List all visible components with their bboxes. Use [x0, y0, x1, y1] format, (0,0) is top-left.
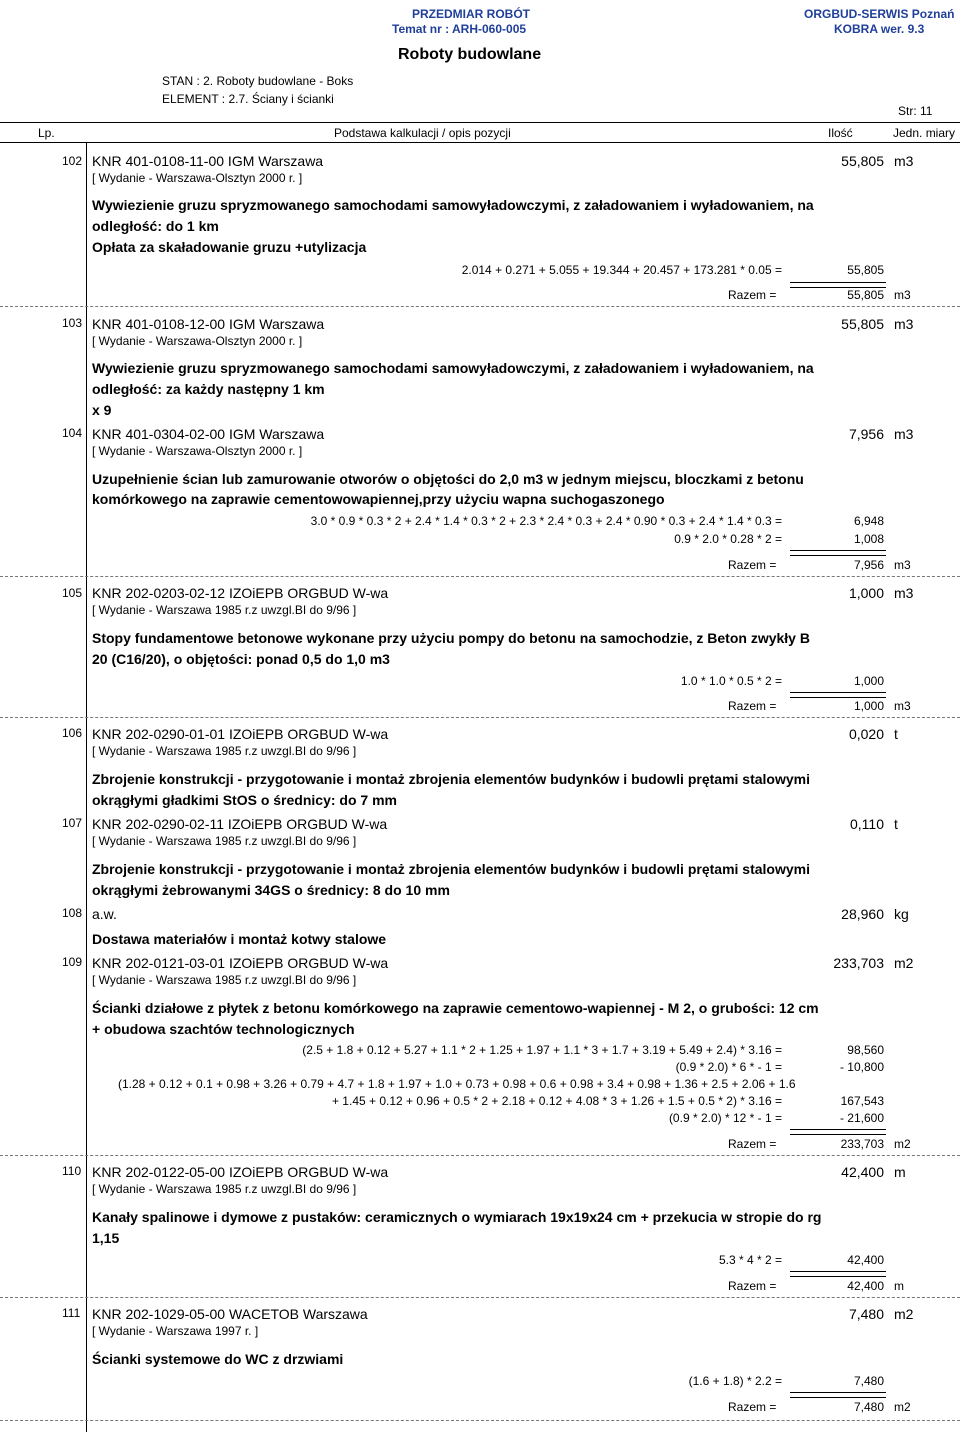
- item-desc-line: Stopy fundamentowe betonowe wykonane przy użyciu pompy do betonu na samochodzie, z Beton zwykły B: [92, 630, 810, 646]
- item-unit: m: [894, 1164, 906, 1180]
- item-qty: 28,960: [841, 906, 884, 922]
- razem-label: Razem =: [728, 558, 777, 572]
- header-bottom-rule: [0, 142, 960, 143]
- item-qty: 7,956: [848, 426, 884, 442]
- item-code: KNR 202-0203-02-12 IZOiEPB ORGBUD W-wa: [92, 585, 389, 601]
- item-unit: m2: [894, 955, 914, 971]
- item-unit: m3: [894, 585, 914, 601]
- column-divider: [86, 142, 87, 1432]
- item-separator: [0, 1420, 960, 1421]
- item-qty: 0,110: [850, 816, 884, 832]
- col-basis: Podstawa kalkulacji / opis pozycji: [334, 126, 511, 140]
- document-title: PRZEDMIAR ROBÓT: [412, 7, 530, 21]
- item-desc-line: x 9: [92, 402, 112, 418]
- item-qty: 55,805: [841, 153, 884, 169]
- item-separator: [0, 1155, 960, 1156]
- razem-label: Razem =: [728, 699, 777, 713]
- calc-value: 6,948: [853, 514, 884, 528]
- item-code: KNR 202-0121-03-01 IZOiEPB ORGBUD W-wa: [92, 955, 389, 971]
- item-desc-line: 1,15: [92, 1230, 120, 1246]
- razem-value: 42,400: [847, 1279, 884, 1293]
- item-unit: m3: [894, 316, 914, 332]
- razem-label: Razem =: [728, 1279, 777, 1293]
- header-top-rule: [0, 122, 960, 123]
- item-qty: 233,703: [833, 955, 884, 971]
- item-code: a.w.: [92, 906, 117, 922]
- item-qty: 55,805: [841, 316, 884, 332]
- item-code: KNR 401-0304-02-00 IGM Warszawa: [92, 426, 325, 442]
- col-lp: Lp.: [38, 126, 55, 140]
- razem-label: Razem =: [728, 1137, 777, 1151]
- item-qty: 1,000: [848, 585, 884, 601]
- calc-expression: 0.9 * 2.0 * 0.28 * 2 =: [674, 532, 782, 546]
- item-desc-line: 20 (C16/20), o objętości: ponad 0,5 do 1,0 m3: [92, 651, 390, 667]
- section-title: Roboty budowlane: [398, 46, 542, 63]
- calc-value: - 10,800: [839, 1060, 884, 1074]
- calc-expression: 2.014 + 0.271 + 5.055 + 19.344 + 20.457 + 173.281 * 0.05 =: [461, 263, 782, 277]
- item-code: KNR 202-0122-05-00 IZOiEPB ORGBUD W-wa: [92, 1164, 389, 1180]
- item-lp: 105: [62, 586, 83, 600]
- stan-label: STAN : 2. Roboty budowlane - Boks: [162, 74, 354, 88]
- item-desc-line: Ścianki działowe z płytek z betonu komórkowego na zaprawie cementowo-wapiennej - M 2, o grubości: 12 cm: [92, 1000, 819, 1016]
- company-name: ORGBUD-SERWIS Poznań: [804, 7, 955, 21]
- item-unit: t: [894, 816, 898, 832]
- calc-expression: (1.28 + 0.12 + 0.1 + 0.98 + 3.26 + 0.79 + 4.7 + 1.8 + 1.97 + 1.0 + 0.73 + 0.98 + 0.6 + 0.98 + 3.4 + 0.98 + 1.36 + 2.5 + 2.06 + 1.6: [118, 1077, 796, 1091]
- item-desc-line: Opłata za skaładowanie gruzu +utylizacja: [92, 239, 367, 255]
- razem-unit: m2: [894, 1400, 911, 1414]
- item-code: KNR 202-1029-05-00 WACETOB Warszawa: [92, 1306, 368, 1322]
- razem-unit: m3: [894, 288, 911, 302]
- calc-value: 98,560: [847, 1043, 884, 1057]
- item-separator: [0, 576, 960, 577]
- item-lp: 103: [62, 316, 83, 330]
- item-unit: m2: [894, 1306, 914, 1322]
- item-separator: [0, 306, 960, 307]
- topic-number: Temat nr : ARH-060-005: [392, 22, 527, 36]
- item-unit: m3: [894, 153, 914, 169]
- item-edition: [ Wydanie - Warszawa 1985 r.z uwzgl.BI do 9/96 ]: [92, 834, 357, 848]
- calc-expression: (0.9 * 2.0) * 12 * - 1 =: [668, 1111, 782, 1125]
- razem-value: 233,703: [840, 1137, 884, 1151]
- calc-value: - 21,600: [839, 1111, 884, 1125]
- element-label: ELEMENT : 2.7. Ściany i ścianki: [162, 92, 334, 106]
- calc-value: 7,480: [853, 1374, 884, 1388]
- item-lp: 107: [62, 816, 83, 830]
- razem-value: 55,805: [847, 288, 884, 302]
- item-edition: [ Wydanie - Warszawa 1985 r.z uwzgl.BI do 9/96 ]: [92, 603, 357, 617]
- calc-value: 1,008: [853, 532, 884, 546]
- item-desc-line: Uzupełnienie ścian lub zamurowanie otworów o objętości do 2,0 m3 w jednym miejscu, bloczkami z betonu: [92, 471, 804, 487]
- item-edition: [ Wydanie - Warszawa-Olsztyn 2000 r. ]: [92, 444, 303, 458]
- item-lp: 104: [62, 426, 83, 440]
- sum-rule: [790, 550, 886, 556]
- calc-expression: 3.0 * 0.9 * 0.3 * 2 + 2.4 * 1.4 * 0.3 * 2 + 2.3 * 2.4 * 0.3 + 2.4 * 0.90 * 0.3 + 2.4 * 1.4 * 0.3 =: [310, 514, 782, 528]
- item-desc-line: Zbrojenie konstrukcji - przygotowanie i montaż zbrojenia elementów budynków i budowli prętami stalowymi: [92, 861, 810, 877]
- item-desc-line: okrągłymi gładkimi StOS o średnicy: do 7 mm: [92, 792, 397, 808]
- item-desc-line: Zbrojenie konstrukcji - przygotowanie i montaż zbrojenia elementów budynków i budowli prętami stalowymi: [92, 771, 810, 787]
- razem-value: 7,480: [853, 1400, 884, 1414]
- item-lp: 110: [62, 1164, 82, 1178]
- item-qty: 7,480: [848, 1306, 884, 1322]
- calc-expression: 1.0 * 1.0 * 0.5 * 2 =: [680, 674, 782, 688]
- item-lp: 106: [62, 726, 83, 740]
- item-edition: [ Wydanie - Warszawa-Olsztyn 2000 r. ]: [92, 171, 303, 185]
- item-lp: 108: [62, 906, 83, 920]
- calc-expression: (0.9 * 2.0) * 6 * - 1 =: [675, 1060, 782, 1074]
- razem-unit: m3: [894, 558, 911, 572]
- item-desc-line: Dostawa materiałów i montaż kotwy stalowe: [92, 931, 387, 947]
- calc-value: 1,000: [853, 674, 884, 688]
- item-edition: [ Wydanie - Warszawa 1985 r.z uwzgl.BI do 9/96 ]: [92, 1182, 357, 1196]
- calc-expression: (2.5 + 1.8 + 0.12 + 5.27 + 1.1 * 2 + 1.25 + 1.97 + 1.1 * 3 + 1.7 + 3.19 + 5.49 + 2.4) * 3.16 =: [302, 1043, 782, 1057]
- item-edition: [ Wydanie - Warszawa 1985 r.z uwzgl.BI do 9/96 ]: [92, 744, 357, 758]
- calc-expression: 5.3 * 4 * 2 =: [718, 1253, 782, 1267]
- razem-value: 1,000: [853, 699, 884, 713]
- razem-unit: m: [894, 1279, 904, 1293]
- item-qty: 0,020: [848, 726, 884, 742]
- sum-rule: [790, 692, 886, 698]
- razem-label: Razem =: [728, 1400, 777, 1414]
- software-version: KOBRA wer. 9.3: [834, 22, 925, 36]
- calc-value: 55,805: [847, 263, 884, 277]
- item-separator: [0, 717, 960, 718]
- col-unit: Jedn. miary: [893, 126, 956, 140]
- sum-rule: [790, 1392, 886, 1398]
- razem-unit: m2: [894, 1137, 911, 1151]
- item-desc-line: Kanały spalinowe i dymowe z pustaków: ceramicznych o wymiarach 19x19x24 cm + przekucia w stropie do rg: [92, 1209, 822, 1225]
- sum-rule: [790, 1129, 886, 1135]
- col-qty: Ilość: [828, 126, 853, 140]
- calc-expression: (1.6 + 1.8) * 2.2 =: [688, 1374, 782, 1388]
- item-qty: 42,400: [841, 1164, 884, 1180]
- calc-expression: + 1.45 + 0.12 + 0.96 + 0.5 * 2 + 2.18 + 0.12 + 4.08 * 3 + 1.26 + 1.5 + 0.5 * 2) * 3.16 =: [331, 1094, 782, 1108]
- calc-value: 42,400: [847, 1253, 884, 1267]
- razem-value: 7,956: [853, 558, 884, 572]
- item-code: KNR 202-0290-01-01 IZOiEPB ORGBUD W-wa: [92, 726, 389, 742]
- item-separator: [0, 1297, 960, 1298]
- item-unit: kg: [894, 906, 909, 922]
- item-edition: [ Wydanie - Warszawa 1985 r.z uwzgl.BI do 9/96 ]: [92, 973, 357, 987]
- item-edition: [ Wydanie - Warszawa-Olsztyn 2000 r. ]: [92, 334, 303, 348]
- item-unit: m3: [894, 426, 914, 442]
- item-unit: t: [894, 726, 898, 742]
- item-code: KNR 401-0108-11-00 IGM Warszawa: [92, 153, 324, 169]
- item-lp: 109: [62, 955, 83, 969]
- item-desc-line: Wywiezienie gruzu spryzmowanego samochodami samowyładowczymi, z załadowaniem i wyładowaniem, na: [92, 197, 814, 213]
- item-lp: 102: [62, 154, 83, 168]
- calc-value: 167,543: [840, 1094, 884, 1108]
- item-lp: 111: [62, 1306, 81, 1320]
- item-desc-line: odległość: do 1 km: [92, 218, 219, 234]
- item-edition: [ Wydanie - Warszawa 1997 r. ]: [92, 1324, 259, 1338]
- item-code: KNR 202-0290-02-11 IZOiEPB ORGBUD W-wa: [92, 816, 388, 832]
- page-number: Str: 11: [898, 104, 933, 118]
- item-desc-line: + obudowa szachtów technologicznych: [92, 1021, 355, 1037]
- item-code: KNR 401-0108-12-00 IGM Warszawa: [92, 316, 325, 332]
- razem-unit: m3: [894, 699, 911, 713]
- item-desc-line: odległość: za każdy następny 1 km: [92, 381, 325, 397]
- item-desc-line: Ścianki systemowe do WC z drzwiami: [92, 1351, 344, 1367]
- item-desc-line: komórkowego na zaprawie cementowowapiennej,przy użyciu wapna suchogaszonego: [92, 491, 665, 507]
- item-desc-line: okrągłymi żebrowanymi 34GS o średnicy: 8 do 10 mm: [92, 882, 450, 898]
- razem-label: Razem =: [728, 288, 777, 302]
- sum-rule: [790, 1271, 886, 1277]
- item-desc-line: Wywiezienie gruzu spryzmowanego samochodami samowyładowczymi, z załadowaniem i wyładowaniem, na: [92, 360, 814, 376]
